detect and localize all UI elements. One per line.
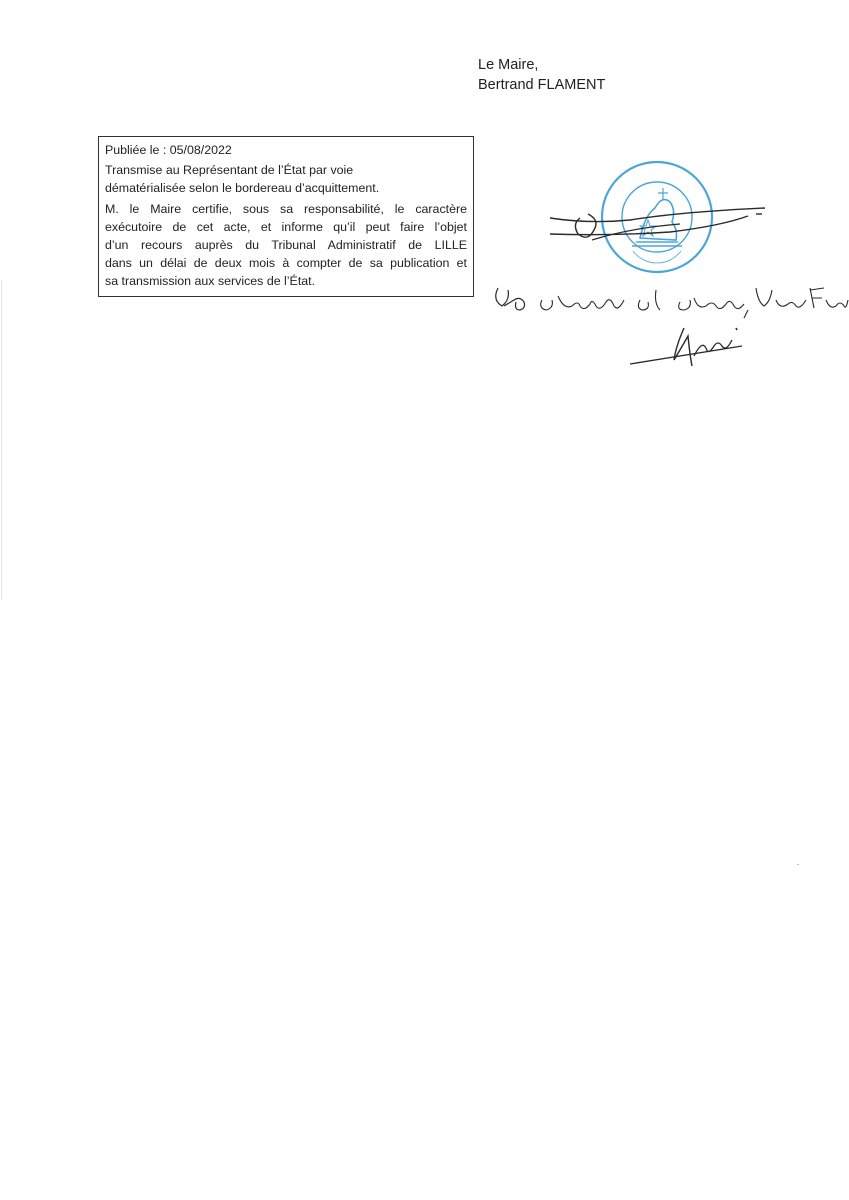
transmission-line-1: Transmise au Représentant de l’État par voie [105, 163, 354, 178]
mayor-handwritten-signature [550, 208, 765, 240]
scan-speck [797, 864, 799, 865]
certification-line-1: M. le Maire certifie, sous sa responsabilité, le caractère [105, 201, 467, 216]
publication-notice-box [98, 136, 474, 297]
transmission-line-2: dématérialisée selon le bordereau d’acquittement. [105, 181, 380, 196]
secretary-handwritten-note [496, 288, 848, 318]
publication-date: Publiée le : 05/08/2022 [105, 143, 232, 157]
certification-line-2: exécutoire de cet acte, et informe qu’il peut faire l’objet [105, 219, 467, 234]
mayor-name: Bertrand FLAMENT [478, 77, 606, 93]
mayor-title: Le Maire, [478, 57, 539, 73]
mayor-signature-block [478, 55, 605, 95]
signature-area [480, 160, 849, 380]
town-hall-seal-stamp [602, 162, 712, 272]
certification-line-3: d’un recours auprès du Tribunal Administratif de LILLE [105, 238, 467, 253]
scan-margin-mark [1, 280, 2, 600]
secretary-handwritten-signature [630, 328, 742, 366]
certification-line-5: sa transmission aux services de l’État. [105, 274, 316, 289]
certification-line-4: dans un délai de deux mois à compter de sa publication et [105, 256, 467, 271]
